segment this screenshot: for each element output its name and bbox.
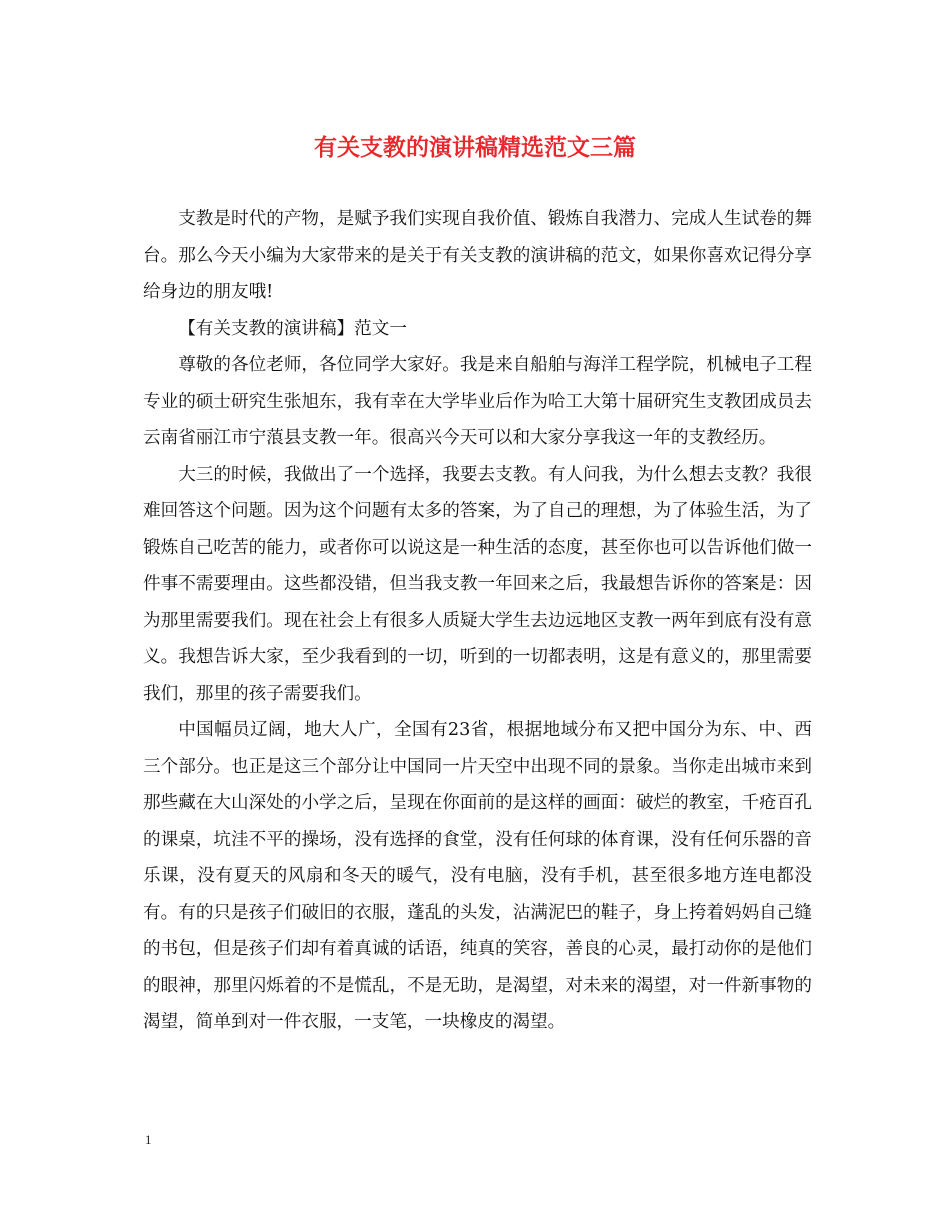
section-heading: 【有关支教的演讲稿】范文一 — [178, 318, 407, 339]
paragraph-choice: 大三的时候，我做出了一个选择，我要去支教。有人问我，为什么想去支教？我很难回答这个问题。因为这个问题有太多的答案，为了自己的理想，为了体验生活，为了锻炼自己吃苦的能力，或者你可以说这是一种生活的态度，甚至你也可以告诉他们做一件事不需要理由。这些都没错，但当我支教一年回来之后，我最想告诉你的答案是：因为那里需要我们。现在社会上有很多人质疑大学生去边远地区支教一两年到底有没有意义。我想告诉大家，至少我看到的一切，听到的一切都表明，这是有意义的，那里需要我们，那里的孩子需要我们。 — [143, 464, 812, 704]
paragraph-china: 中国幅员辽阔，地大人广，全国有23省，根据地域分布又把中国分为东、中、西三个部分。也正是这三个部分让中国同一片天空中出现不同的景象。当你走出城市来到那些藏在大山深处的小学之后，呈现在你面前的是这样的画面：破烂的教室，千疮百孔的课桌，坑洼不平的操场，没有选择的食堂，没有任何球的体育课，没有任何乐器的音乐课，没有夏天的风扇和冬天的暖气，没有电脑，没有手机，甚至很多地方连电都没有。有的只是孩子们破旧的衣服，蓬乱的头发，沾满泥巴的鞋子，身上挎着妈妈自己缝的书包，但是孩子们却有着真诚的话语，纯真的笑容，善良的心灵，最打动你的是他们的眼神，那里闪烁着的不是慌乱，不是无助，是渴望，对未来的渴望，对一件新事物的渴望，简单到对一件衣服，一支笔，一块橡皮的渴望。 — [143, 720, 812, 1032]
paragraph-intro: 支教是时代的产物，是赋予我们实现自我价值、锻炼自我潜力、完成人生试卷的舞台。那么今天小编为大家带来的是关于有关支教的演讲稿的范文，如果你喜欢记得分享给身边的朋友哦! — [143, 209, 812, 302]
document-title: 有关支教的演讲稿精选范文三篇 — [314, 134, 636, 161]
page-number: 1 — [145, 1132, 152, 1147]
document-body — [143, 201, 812, 1041]
paragraph-greeting: 尊敬的各位老师，各位同学大家好。我是来自船舶与海洋工程学院，机械电子工程专业的硕士研究生张旭东，我有幸在大学毕业后作为哈工大第十届研究生支教团成员去云南省丽江市宁蒗县支教一年。很高兴今天可以和大家分享我这一年的支教经历。 — [143, 355, 812, 448]
